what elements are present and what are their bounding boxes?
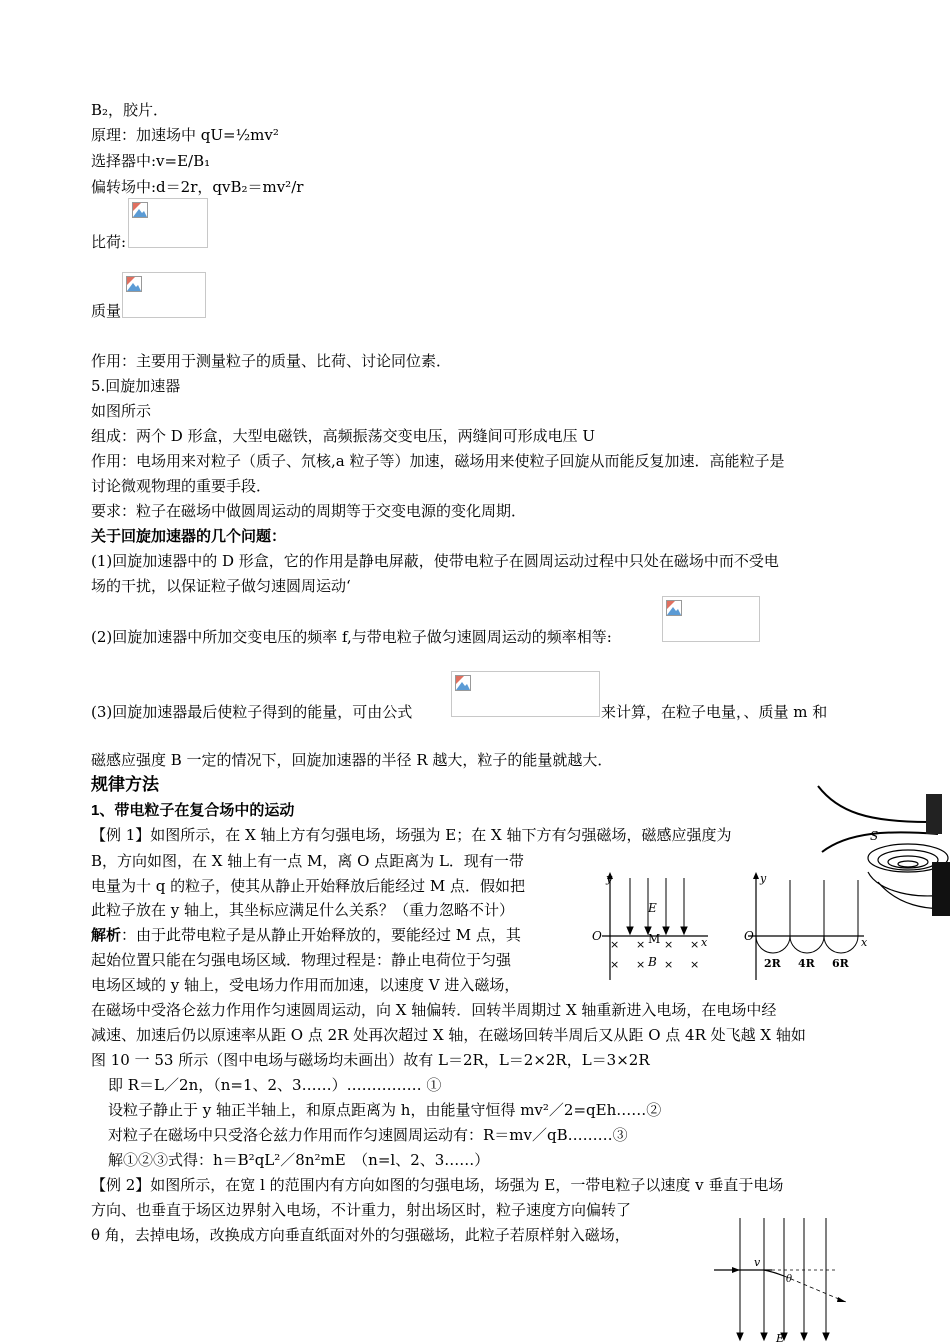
origin-label: O: [592, 929, 602, 943]
text-line: 偏转场中:d＝2r，qvB₂＝mv²/r: [91, 178, 304, 196]
svg-text:×: ×: [610, 938, 620, 951]
text-line: (2)回旋加速器中所加交变电压的频率 f,与带电粒子做匀速圆周运动的频率相等:: [91, 628, 612, 646]
text-line: 磁感应强度 B 一定的情况下，回旋加速器的半径 R 越大，粒子的能量就越大．: [91, 751, 613, 769]
text-line: 作用：主要用于测量粒子的质量、比荷、讨论同位素．: [91, 352, 452, 370]
text-line: 设粒子静止于 y 轴正半轴上，和原点距离为 h，由能量守恒得 mv²／2=qEh……②: [108, 1101, 662, 1119]
text-line: 减速、加速后仍以原速率从距 O 点 2R 处再次超过 X 轴，在磁场回转半周后又从距 O 点 4R 处飞越 X 轴如: [91, 1026, 806, 1044]
analysis-label: 解析: [91, 926, 122, 944]
text-line: 原理：加速场中 qU=½mv²: [91, 126, 279, 144]
y-axis-arrow: [753, 872, 759, 879]
radius-label-2r: 2R: [764, 957, 781, 970]
text-line: 来计算，在粒子电量，、质量 m 和: [601, 703, 828, 721]
text-line: 在磁场中受洛仑兹力作用作匀速圆周运动，向 X 轴偏转．回转半周期过 X 轴重新进入电场，在电场中经: [91, 1001, 777, 1019]
e-label: E: [648, 901, 657, 915]
text-line: 【例 2】如图所示，在宽 l 的范围内有方向如图的匀强电场，场强为 E，一带电粒子以速度 v 垂直于电场: [91, 1176, 784, 1194]
broken-image-icon: [455, 675, 471, 691]
text-line: B，方向如图，在 X 轴上有一点 M，离 O 点距离为 L．现有一带: [91, 852, 524, 870]
e-label: E: [776, 1332, 785, 1344]
text-line: 图 10 一 53 所示（图中电场与磁场均未画出）故有 L＝2R，L＝2×2R，L＝3×2R: [91, 1051, 650, 1069]
svg-text:×: ×: [690, 958, 700, 971]
text-line: θ 角，去掉电场，改换成方向垂直纸面对外的匀强磁场，此粒子若原样射入磁场，: [91, 1226, 630, 1244]
broken-image-icon: [666, 600, 682, 616]
text-line: 电量为十 q 的粒子，使其从静止开始释放后能经过 M 点．假如把: [91, 877, 526, 895]
section-heading: 关于回旋加速器的几个问题：: [91, 527, 287, 545]
text-line: 此粒子放在 y 轴上，其坐标应满足什么关系？（重力忽略不计）: [91, 901, 515, 919]
formula-image-placeholder: [122, 272, 206, 318]
theta-label: θ: [786, 1274, 793, 1285]
text-line: 讨论微观物理的重要手段．: [91, 477, 272, 495]
y-label: y: [606, 872, 613, 885]
cyclotron-diagram: [808, 782, 950, 922]
text-line: 如图所示: [91, 402, 152, 420]
formula-image-placeholder: [451, 671, 600, 717]
text-line: 【例 1】如图所示，在 X 轴上方有匀强电场，场强为 E；在 X 轴下方有匀强磁场，磁感应强度为: [91, 826, 732, 844]
text-line: 即 R＝L／2n，（n=1、2、3……）…………… ①: [108, 1076, 442, 1094]
text-line: (3)回旋加速器最后使粒子得到的能量，可由公式: [91, 703, 413, 721]
radius-label-6r: 6R: [832, 957, 849, 970]
svg-text:×: ×: [664, 938, 674, 951]
text-line: [91, 925, 521, 945]
deflection-diagram: [712, 1214, 852, 1344]
text-line: 起始位置只能在匀强电场区域．物理过程是：静止电荷位于匀强: [91, 951, 512, 969]
b-label: B: [648, 955, 657, 969]
svg-text:×: ×: [690, 938, 700, 951]
radius-label-4r: 4R: [798, 957, 815, 970]
field-lines: [627, 878, 687, 934]
text-line: 选择器中:v=E/B₁: [91, 152, 211, 170]
field-lines: [737, 1218, 829, 1340]
field-diagram-1: [588, 870, 713, 982]
y-label: y: [760, 872, 767, 885]
formula-image-placeholder: [662, 596, 760, 642]
x-label: x: [861, 936, 868, 949]
svg-text:×: ×: [636, 958, 646, 971]
text-line: 解①②③式得：h＝B²qL²／8n²mE （n=l、2、3……）: [108, 1151, 490, 1169]
sub-heading: 1、带电粒子在复合场中的运动: [91, 802, 295, 819]
v-label: v: [754, 1256, 761, 1269]
text-line: 组成：两个 D 形盒，大型电磁铁，高频振荡交变电压，两缝间可形成电压 U: [91, 427, 595, 445]
svg-text:×: ×: [636, 938, 646, 951]
section-heading: 规律方法: [91, 775, 159, 794]
analysis-text: ：由于此带电粒子是从静止开始释放的，要能经过 M 点，其: [121, 926, 521, 944]
text-line: 作用：电场用来对粒子（质子、氘核,a 粒子等）加速，磁场用来使粒子回旋从而能反复加速．高能粒子是: [91, 452, 785, 470]
text-line: 比荷:: [91, 233, 127, 251]
m-label: M: [648, 932, 661, 946]
text-line: 5.回旋加速器: [91, 377, 181, 395]
origin-label: O: [744, 929, 754, 943]
broken-image-icon: [132, 202, 148, 218]
formula-image-placeholder: [128, 198, 208, 248]
broken-image-icon: [126, 276, 142, 292]
text-line: (1)回旋加速器中的 D 形盒，它的作用是静电屏蔽，使带电粒子在圆周运动过程中只处在磁场中而不受电: [91, 552, 779, 570]
text-line: 电场区域的 y 轴上，受电场力作用而加速，以速度 V 进入磁场，: [91, 976, 520, 994]
text-line: 场的干扰，以保证粒子做匀速圆周运动‘: [91, 577, 351, 595]
text-line: 对粒子在磁场中只受洛仑兹力作用而作匀速圆周运动有：R＝mv／qB………③: [108, 1126, 628, 1144]
text-line: B₂，胶片．: [91, 101, 169, 119]
svg-text:×: ×: [610, 958, 620, 971]
text-line: 要求：粒子在磁场中做圆周运动的周期等于交变电源的变化周期．: [91, 502, 527, 520]
s-pole-label: S: [870, 829, 879, 843]
svg-text:×: ×: [664, 958, 674, 971]
text-line: 质量: [91, 302, 122, 320]
x-label: x: [701, 936, 708, 949]
text-line: 方向、也垂直于场区边界射入电场，不计重力，射出场区时，粒子速度方向偏转了: [91, 1201, 632, 1219]
